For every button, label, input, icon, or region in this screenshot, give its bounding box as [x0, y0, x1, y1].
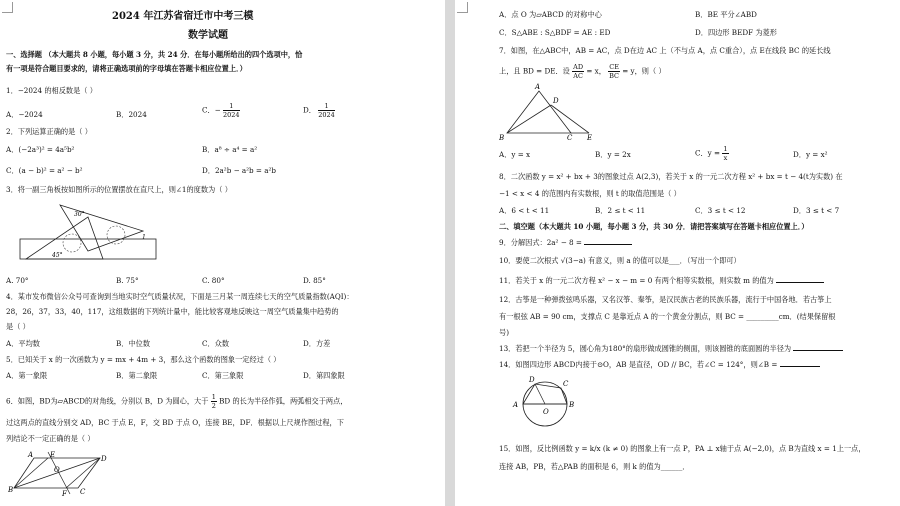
q4-option-c[interactable]: C．众数 [202, 339, 230, 348]
exam-subtitle: 数学试题 [188, 30, 228, 41]
q10: 10．要使二次根式 √(3−a) 有意义，则 a 的值可以是___．（写出一个即可） [499, 256, 741, 265]
q7-label-e: E [587, 134, 593, 141]
q7-option-c[interactable] [695, 145, 729, 162]
q1-option-d-fraction [318, 102, 335, 119]
q13-answer-blank[interactable] [793, 344, 843, 351]
q6-half-fraction [211, 393, 217, 410]
q2-option-b[interactable]: B．a⁸ ÷ a⁴ = a² [202, 145, 258, 154]
q3-label-angle1: 1 [142, 234, 146, 241]
q1-c-num: 1 [223, 102, 240, 111]
q9-answer-blank[interactable] [584, 238, 632, 245]
section2-heading: 二、填空题（本大题共 10 小题，每小题 3 分，共 30 分．请把答案填写在答题卡相应位置上．） [499, 222, 809, 231]
q7-triangle-figure [499, 83, 599, 141]
q7-label-b: B [499, 134, 505, 141]
q7-line2-pre: 上，且 BD = DE．设 [499, 66, 570, 76]
section1-heading-cont: 有一项是符合题目要求的，请将正确选项前的字母填在答题卡相应位置上．） [6, 64, 247, 73]
q2-option-a[interactable]: A．(−2a³)² = 4a⁵b² [6, 145, 75, 154]
q7-f2-num: CE [609, 63, 619, 71]
q3-option-a[interactable]: A. 70° [6, 276, 29, 285]
q7-label-d: D [553, 97, 559, 105]
q6-line3: 列结论不一定正确的是（ ） [6, 434, 95, 443]
q7-label-a: A [535, 83, 541, 91]
q4-option-d[interactable]: D．方差 [303, 339, 331, 348]
q1-option-c-fraction [223, 102, 240, 119]
q6-option-a[interactable]: A．点 O 为▱ABCD 的对称中心 [499, 10, 602, 19]
q7-fraction-ad-ac [572, 63, 584, 80]
q7-label-c: C [567, 134, 573, 141]
q7-option-b[interactable]: B．y = 2x [595, 150, 631, 159]
q8-line1: 8．二次函数 y = x² + bx + 3的图象过点 A(2,3)，若关于 x 的一元二次方程 x² + bx = t − 4(t为实数) 在 [499, 172, 843, 181]
q4-line2: 28，26，37，33，40，117，这组数据的下列统计量中，能比较客观地反映这一周空气质量集中趋势的 [6, 307, 339, 316]
q2-option-c[interactable]: C．(a − b)² = a² − b² [6, 166, 83, 175]
q3-label-30: 30° [74, 211, 85, 218]
q6-option-b[interactable]: B．BE 平分∠ABD [695, 10, 757, 19]
q12-line2: 有一根弦 AB = 90 cm，支撑点 C 是靠近点 A 的一个黄金分割点，则 BC = _________cm．(结果保留根 [499, 312, 836, 321]
q6-label-o: O [54, 466, 60, 474]
q6-label-f: F [62, 490, 67, 498]
q12-line3: 号) [499, 328, 509, 337]
q15-line2: 连接 AB，PB，若△PAB 的面积是 6，则 k 的值为______． [499, 462, 690, 471]
q8-line2: −1 < x < 4 的范围内有实数根，则 t 的取值范围是（ ） [499, 189, 681, 198]
q7-fraction-ce-bc [608, 63, 620, 80]
q6-label-a: A [28, 451, 34, 459]
q1-stem: 1．−2024 的相反数是（ ） [6, 86, 97, 95]
q1-option-c[interactable] [202, 102, 240, 119]
left-page [0, 0, 445, 506]
q3-label-45: 45° [52, 252, 63, 259]
q7-c-num: 1 [723, 145, 728, 153]
q3-option-d[interactable]: D. 85° [303, 276, 326, 285]
q4-line1: 4．某市发布微信公众号可查询到当地实时空气质量状况，下面是三月某一周连续七天的空气质量指数(AQI)： [6, 292, 354, 301]
q14-label-d: D [529, 376, 535, 384]
q7-f2-den: BC [609, 72, 620, 80]
q5-option-c[interactable]: C．第三象限 [202, 371, 244, 380]
q9 [499, 238, 632, 247]
q3-option-b[interactable]: B. 75° [116, 276, 139, 285]
q3-option-c[interactable]: C. 80° [202, 276, 225, 285]
section1-heading: 一、选择题 （本大题共 8 小题，每小题 3 分，共 24 分．在每小题所给出的四个选项中，恰 [6, 50, 303, 59]
q1-d-den: 2024 [318, 111, 335, 119]
q2-option-d[interactable]: D．2a²b − a²b = a²b [202, 166, 277, 175]
q4-option-b[interactable]: B．中位数 [116, 339, 151, 348]
q7-f1-num: AD [573, 63, 584, 71]
q8-option-d[interactable]: D．3 ≤ t < 7 [793, 206, 840, 215]
q8-option-a[interactable]: A．6 < t < 11 [499, 206, 550, 215]
q14-label-c: C [563, 380, 569, 388]
q6-line1 [6, 393, 347, 410]
q7-option-c-pre: C．y = [695, 148, 721, 158]
q1-option-a[interactable]: A．−2024 [6, 110, 43, 119]
right-page [455, 0, 900, 506]
q6-option-d[interactable]: D．四边形 BEDF 为菱形 [695, 28, 777, 37]
q7-option-a[interactable]: A．y = x [499, 150, 531, 159]
q11-answer-blank[interactable] [776, 276, 824, 283]
q14-label-a: A [513, 401, 519, 409]
q1-option-d-prefix: D． [303, 105, 316, 115]
q7-line1: 7．如图，在△ABC中，AB = AC，点 D在边 AC 上（不与点 A，点 C重合），点 E在线段 BC 的延长线 [499, 46, 831, 55]
q6-line2: 过这两点的直线分别交 AD，BC 于点 E，F，交 BD 于点 O，连接 BE，DF．根据以上尺规作图过程，下 [6, 418, 344, 427]
q5-stem: 5．已知关于 x 的一次函数为 y = mx + 4m + 3，那么这个函数的图象一定经过（ ） [6, 355, 281, 364]
q14 [499, 360, 820, 369]
q6-label-b: B [8, 486, 14, 494]
q7-f1-den: AC [573, 72, 583, 80]
q6-line1-pre: 6．如图，BD为▱ABCD的对角线，分别以 B，D 为圆心，大于 [6, 396, 209, 406]
q2-stem: 2．下列运算正确的是（ ） [6, 127, 92, 136]
q11-stem: 11．若关于 x 的一元二次方程 x² − x − m = 0 有两个相等实数根，则实数 m 的值为 [499, 276, 774, 285]
page-corner-mark [457, 2, 468, 13]
q13 [499, 344, 843, 353]
q4-line3: 是（ ） [6, 322, 30, 331]
q6-label-c: C [80, 488, 86, 496]
q1-option-b[interactable]: B．2024 [116, 110, 147, 119]
q14-label-b: B [569, 401, 575, 409]
q6-half-den: 2 [211, 402, 216, 410]
q8-option-b[interactable]: B．2 ≤ t < 11 [595, 206, 646, 215]
q9-stem: 9．分解因式：2a² − 8 = [499, 238, 582, 247]
q1-c-den: 2024 [223, 111, 240, 119]
page-corner-mark [2, 2, 13, 13]
q1-d-num: 1 [318, 102, 335, 111]
q13-stem: 13．若把一个半径为 5，圆心角为180°的扇形做成圆锥的侧面，则该圆锥的底面圆的半径为 [499, 344, 792, 353]
q4-option-a[interactable]: A．平均数 [6, 339, 40, 348]
q7-c-den: x [723, 154, 728, 162]
q6-label-d: D [101, 455, 107, 463]
q7-line2 [499, 63, 666, 80]
q12-line1: 12．古筝是一种弹拨弦鸣乐器，又名汉筝、秦筝，是汉民族古老的民族乐器，流行于中国各地．若古筝上 [499, 295, 832, 304]
exam-title: 2024 年江苏省宿迁市中考三模 [112, 11, 254, 22]
q3-stem: 3．将一副三角板按如图所示的位置摆放在直尺上，则∠1的度数为（ ） [6, 185, 232, 194]
q5-option-d[interactable]: D．第四象限 [303, 371, 345, 380]
q6-half-num: 1 [211, 393, 216, 401]
q15-line1: 15．如图，反比例函数 y = k/x (k ≠ 0) 的图象上有一点 P，PA ⊥ x轴于点 A(−2,0)，点 B为直线 x = 1上一点， [499, 444, 866, 453]
q14-answer-blank[interactable] [780, 360, 820, 367]
q14-label-o: O [543, 408, 549, 416]
q5-option-a[interactable]: A．第一象限 [6, 371, 48, 380]
q6-option-c[interactable]: C．S△ABE : S△BDF = AE : ED [499, 28, 611, 37]
q3-triangle-ruler-figure [18, 203, 168, 265]
q1-option-c-prefix: C．− [202, 105, 221, 115]
q7-option-d[interactable]: D．y = x² [793, 150, 828, 159]
q11 [499, 276, 824, 285]
q5-option-b[interactable]: B．第二象限 [116, 371, 158, 380]
q7-mid: = x， [586, 66, 606, 76]
q7-option-c-fraction [722, 145, 728, 162]
q14-stem: 14．如图四边形 ABCD内接于⊙O，AB 是直径，OD // BC，若∠C = 124°，则∠B = [499, 360, 778, 369]
q1-option-d[interactable] [303, 102, 335, 119]
q8-option-c[interactable]: C．3 ≤ t < 12 [695, 206, 746, 215]
q6-parallelogram-figure [8, 448, 108, 500]
q6-line1-post: BD 的长为半径作弧，两弧相交于两点， [219, 396, 348, 406]
q7-line2-post: = y，则（ ） [622, 66, 666, 76]
q14-circle-figure [499, 370, 589, 430]
q6-label-e: E [50, 451, 56, 459]
